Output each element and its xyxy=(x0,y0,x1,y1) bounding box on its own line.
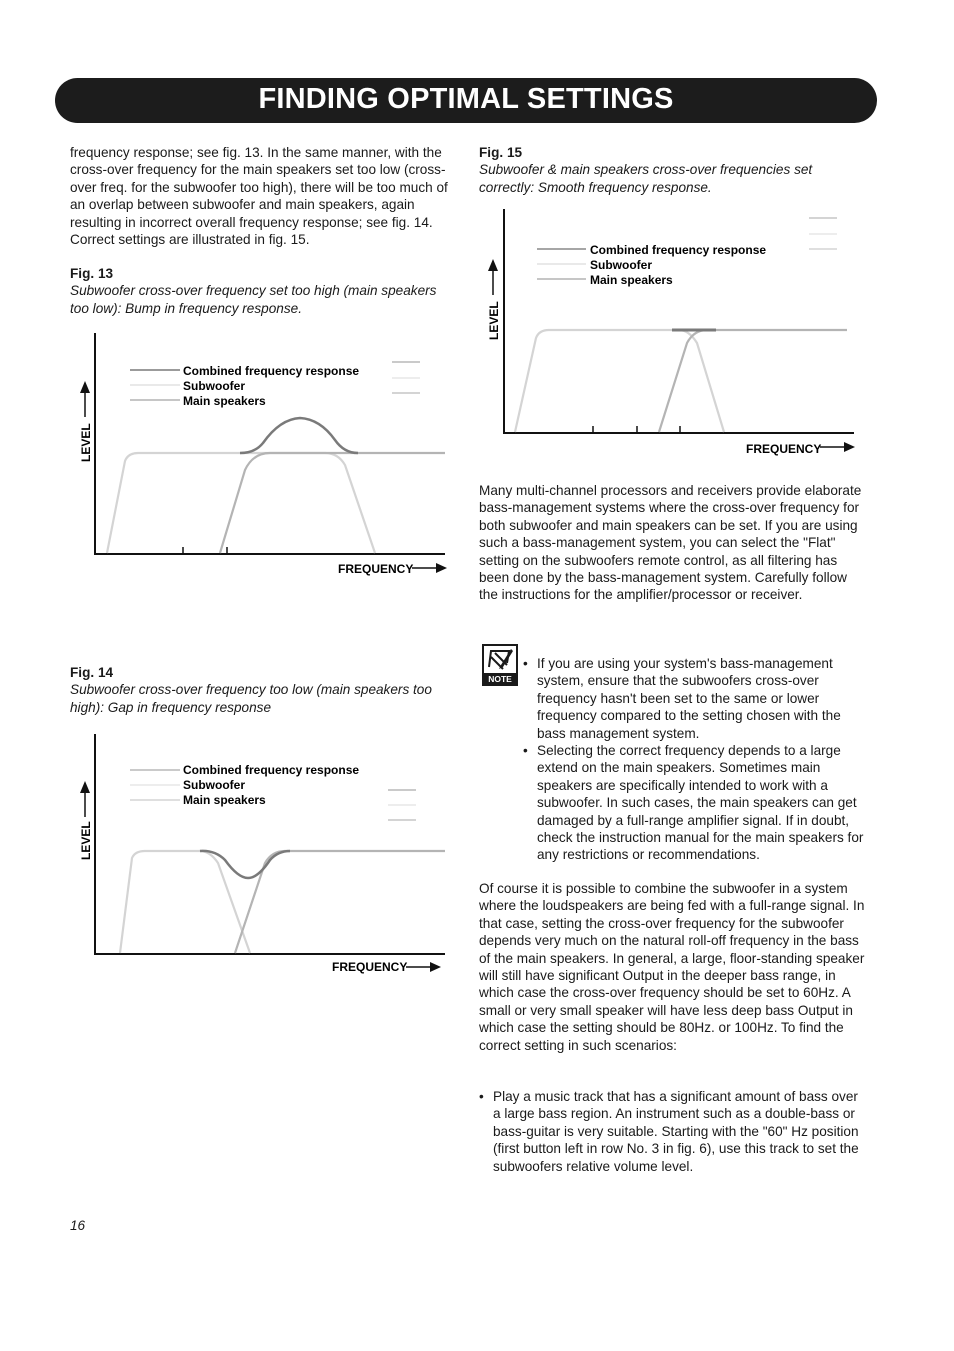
full-range-paragraph: Of course it is possible to combine the subwoofer in a system where the loudspeakers are being fed with a full-range signal. In that case, setting the cross-over frequency for the subwoofer depends very much on the natural roll-off frequency in the bass of the main speakers. In general, a large, floor-standing speaker will still have significant Output in the deeper bass range, in which case the cross-over frequency should be set to 60Hz. A small or very small speaker will have less deep bass Output in which case the setting should be 80Hz. or 100Hz. To find the correct setting in such scenarios: xyxy=(479,881,865,1053)
fig15-legend-subwoofer: Subwoofer xyxy=(590,258,652,272)
page-title: FINDING OPTIMAL SETTINGS xyxy=(258,83,674,115)
fig13-caption: Subwoofer cross-over frequency set too high (main speakers too low): Bump in frequency response. xyxy=(70,283,437,316)
fig14-combined-curve xyxy=(200,851,290,878)
procedure-list xyxy=(479,1088,864,1175)
fig15-caption-block xyxy=(479,144,864,196)
fig15-subwoofer-curve xyxy=(515,330,724,432)
fig15-frequency-label: FREQUENCY xyxy=(746,442,822,456)
fig14-caption-block xyxy=(70,664,455,716)
fig15-main-curve xyxy=(659,330,847,432)
note-icon-label: NOTE xyxy=(488,674,512,684)
fig15-legend-combined: Combined frequency response xyxy=(590,243,767,257)
fig15-label: Fig. 15 xyxy=(479,145,523,160)
fig13-subwoofer-curve xyxy=(107,453,375,553)
fig13-legend-combined: Combined frequency response xyxy=(183,364,360,378)
note-list xyxy=(523,655,868,864)
fig13-level-label: LEVEL xyxy=(79,423,93,462)
right-para-2-block xyxy=(479,880,869,1054)
fig13-caption-block xyxy=(70,265,455,317)
fig14-frequency-label: FREQUENCY xyxy=(332,960,408,974)
page-header-bar xyxy=(55,78,877,123)
fig14-graph xyxy=(70,728,455,978)
intro-paragraph: frequency response; see fig. 13. In the same manner, with the cross-over frequency for the main speakers set too low (cross-over freq. for the subwoofer too high), there will be too much of an overlap between subwoofer and main speakers, again resulting in incorrect overall frequency response; see fig. 14. Correct settings are illustrated in fig. 15. xyxy=(70,145,448,248)
fig14-level-label: LEVEL xyxy=(79,821,93,860)
fig13-legend-main: Main speakers xyxy=(183,394,266,408)
fig14-caption: Subwoofer cross-over frequency too low (main speakers too high): Gap in frequency response xyxy=(70,682,432,715)
page-number: 16 xyxy=(70,1218,86,1233)
fig13-frequency-label: FREQUENCY xyxy=(338,562,414,576)
fig15-caption: Subwoofer & main speakers cross-over frequencies set correctly: Smooth frequency response. xyxy=(479,162,813,195)
left-intro xyxy=(70,144,455,248)
fig13-main-curve xyxy=(220,453,445,553)
right-para-1-block xyxy=(479,482,869,604)
fig15-graph xyxy=(479,203,864,463)
fig14-legend-combined: Combined frequency response xyxy=(183,763,360,777)
fig14-legend-main: Main speakers xyxy=(183,793,266,807)
right-bullets-block xyxy=(479,1088,864,1175)
fig13-combined-curve xyxy=(240,418,358,453)
note-item: • If you are using your system's bass-management system, ensure that the subwoofers cross-over frequency hasn't been set to the same or lower frequency compared to the setting chosen with the bass management system. xyxy=(523,655,868,742)
fig14-label: Fig. 14 xyxy=(70,665,114,680)
fig13-legend-subwoofer: Subwoofer xyxy=(183,379,245,393)
fig13-graph xyxy=(70,325,455,585)
fig13-label: Fig. 13 xyxy=(70,266,114,281)
note-icon xyxy=(481,643,519,687)
procedure-item: • Play a music track that has a significant amount of bass over a large bass region. An instrument such as a double-bass or bass-guitar is very suitable. Starting with the "60" Hz position (first button left in row No. 3 in fig. 6), use this track to set the subwoofers relative volume level. xyxy=(479,1088,864,1175)
note-block xyxy=(523,655,868,864)
note-item: • Selecting the correct frequency depends to a large extend on the main speakers. Sometimes main speakers are specifically intended to work with a subwoofer. In such cases, the main speakers can get damaged by a full-range amplifier signal. If in doubt, check the instruction manual for the main speakers for any restrictions or recommendations. xyxy=(523,742,868,864)
bass-management-paragraph: Many multi-channel processors and receivers provide elaborate bass-management systems where the cross-over frequency for both subwoofer and main speakers can be set. If you are using such a bass-management system, you can select the "Flat" setting on the subwoofers remote control, as all filtering has been done by the bass-management system. Carefully follow the instructions for the amplifier/processor or receiver. xyxy=(479,483,862,603)
fig15-level-label: LEVEL xyxy=(487,301,501,340)
fig15-legend-main: Main speakers xyxy=(590,273,673,287)
fig14-legend-subwoofer: Subwoofer xyxy=(183,778,245,792)
